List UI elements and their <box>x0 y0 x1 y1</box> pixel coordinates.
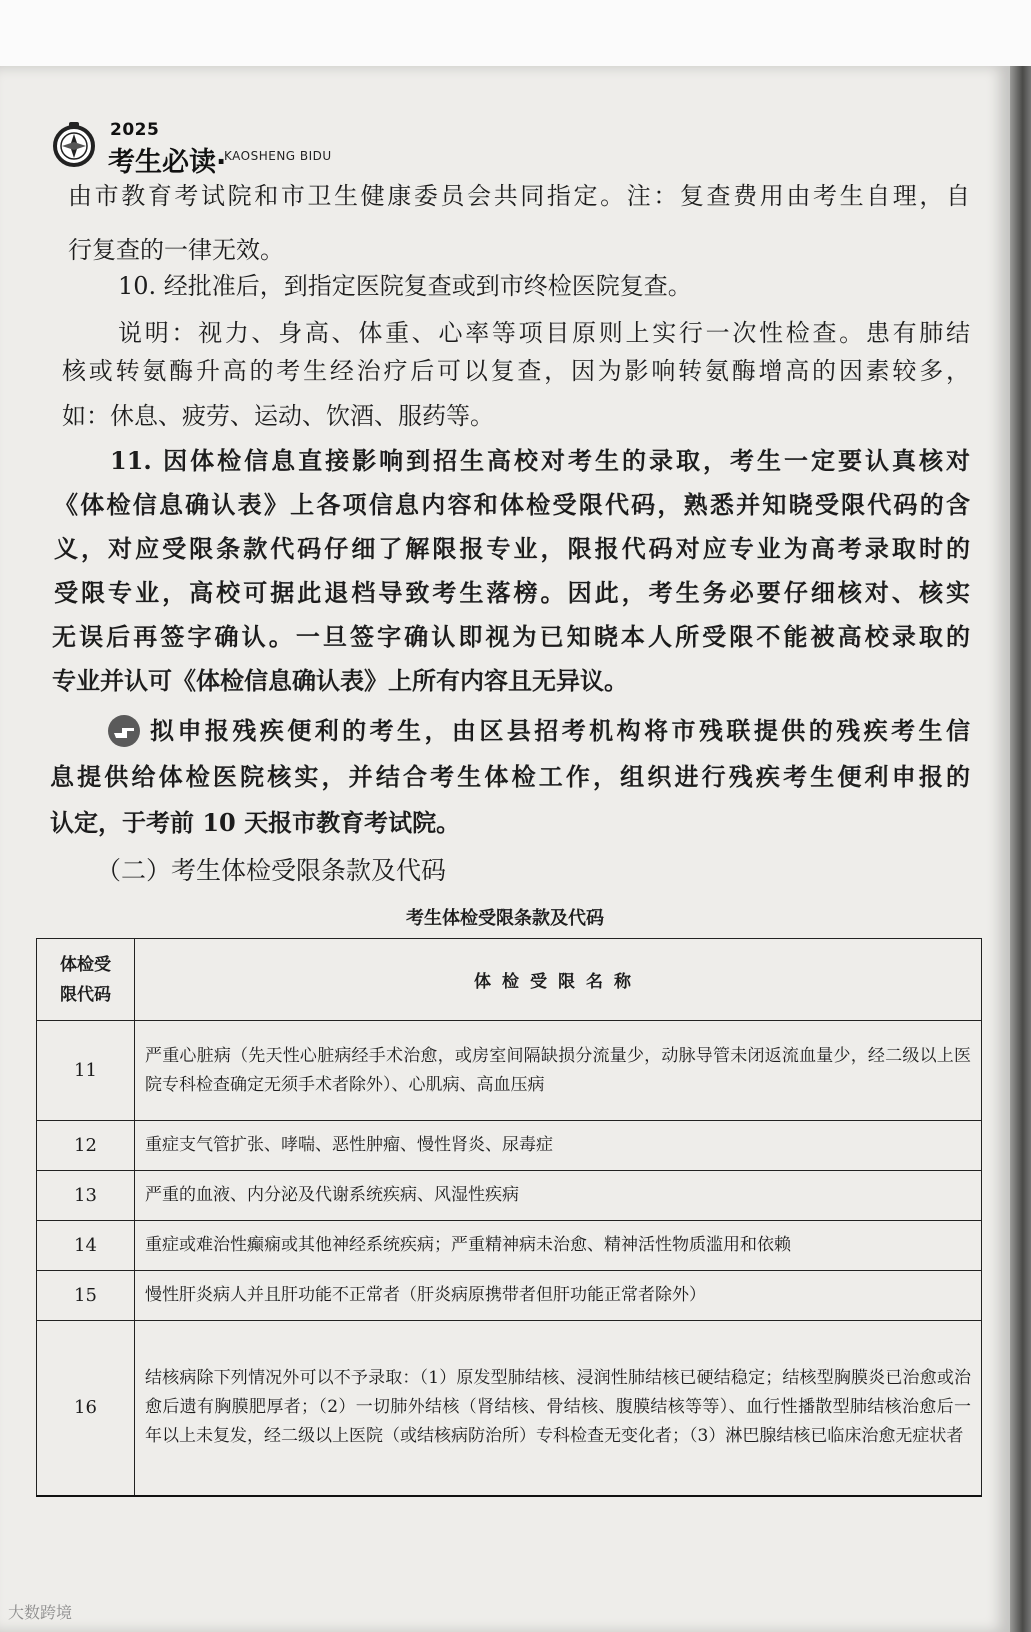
row-code: 14 <box>37 1221 135 1271</box>
table-row <box>37 1321 982 1496</box>
column-header-name: 体检受限名称 <box>135 939 982 1021</box>
table-row <box>37 1221 982 1271</box>
row-description: 重症或难治性癫痫或其他神经系统疾病；严重精神病未治愈、精神活性物质滥用和依赖 <box>135 1221 982 1271</box>
table-header-row <box>37 939 982 1021</box>
header-year: 2025 <box>110 120 160 140</box>
body-line-bold: 拟申报残疾便利的考生，由区县招考机构将市残联提供的残疾考生信 <box>150 716 970 745</box>
top-margin <box>0 0 1031 70</box>
row-description: 严重心脏病（先天性心脏病经手术治愈，或房室间隔缺损分流量少，动脉导管未闭返流血量少，经二级以上医院专科检查确定无须手术者除外）、心肌病、高血压病 <box>135 1021 982 1121</box>
header-brand-en: KAOSHENG BIDU <box>224 149 332 163</box>
table-title: 考生体检受限条款及代码 <box>406 908 604 929</box>
body-line: 由市教育考试院和市卫生健康委员会共同指定。注：复查费用由考生自理，自 <box>68 182 970 210</box>
table-row <box>37 1171 982 1221</box>
row-description: 慢性肝炎病人并且肝功能不正常者（肝炎病原携带者但肝功能正常者除外） <box>135 1271 982 1321</box>
body-line-bold: 无误后再签字确认。一旦签字确认即视为已知晓本人所受限不能被高校录取的 <box>52 622 970 651</box>
body-line-bold: 受限专业，高校可据此退档导致考生落榜。因此，考生务必要仔细核对、核实 <box>54 578 970 607</box>
row-code: 16 <box>37 1321 135 1496</box>
restriction-codes-table <box>36 938 982 1497</box>
body-line: 行复查的一律无效。 <box>68 236 284 264</box>
body-line-bold: 《体检信息确认表》上各项信息内容和体检受限代码，熟悉并知晓受限代码的含 <box>54 490 970 519</box>
body-line-bold: 义，对应受限条款代码仔细了解限报专业，限报代码对应专业为高考录取时的 <box>54 534 970 563</box>
body-line-bold: 专业并认可《体检信息确认表》上所有内容且无异议。 <box>52 666 628 695</box>
compass-logo-icon <box>50 120 98 168</box>
page-header <box>50 116 370 176</box>
body-line-bold: 认定，于考前 10 天报市教育考试院。 <box>50 808 461 837</box>
watermark: 大数跨境 <box>8 1603 73 1622</box>
body-line: 如：休息、疲劳、运动、饮酒、服药等。 <box>62 402 494 430</box>
row-description: 结核病除下列情况外可以不予录取：（1）原发型肺结核、浸润性肺结核已硬结稳定；结核型胸膜炎已治愈或治愈后遗有胸膜肥厚者；（2）一切肺外结核（肾结核、骨结核、腹膜结核等等）、血行性播散型肺结核治愈后一年以上未复发，经二级以上医院（或结核病防治所）专科检查无变化者；（3）淋巴腺结核已临床治愈无症状者 <box>135 1321 982 1496</box>
book-spine-edge <box>1010 66 1031 1632</box>
body-line: 核或转氨酶升高的考生经治疗后可以复查，因为影响转氨酶增高的因素较多， <box>62 357 970 385</box>
body-line: 说明：视力、身高、体重、心率等项目原则上实行一次性检查。患有肺结 <box>118 319 970 347</box>
row-code: 12 <box>37 1121 135 1171</box>
column-header-code-line1: 体检受 <box>60 954 111 975</box>
row-code: 11 <box>37 1021 135 1121</box>
body-line-bold: 息提供给体检医院核实，并结合考生体检工作，组织进行残疾考生便利申报的 <box>50 762 970 791</box>
column-header-code-line2: 限代码 <box>60 984 111 1005</box>
row-code: 13 <box>37 1171 135 1221</box>
column-header-code <box>37 939 135 1021</box>
table-row <box>37 1021 982 1121</box>
pointing-hand-icon <box>107 714 141 748</box>
row-description: 重症支气管扩张、哮喘、恶性肿瘤、慢性肾炎、尿毒症 <box>135 1121 982 1171</box>
section-heading: （二）考生体检受限条款及代码 <box>96 856 447 885</box>
row-code: 15 <box>37 1271 135 1321</box>
table-row <box>37 1271 982 1321</box>
row-description: 严重的血液、内分泌及代谢系统疾病、风湿性疾病 <box>135 1171 982 1221</box>
table-row <box>37 1121 982 1171</box>
header-brand: 考生必读· <box>108 147 227 178</box>
body-line: 10. 经批准后，到指定医院复查或到市终检医院复查。 <box>118 272 692 300</box>
body-line-bold: 11. 因体检信息直接影响到招生高校对考生的录取，考生一定要认真核对 <box>110 446 970 475</box>
